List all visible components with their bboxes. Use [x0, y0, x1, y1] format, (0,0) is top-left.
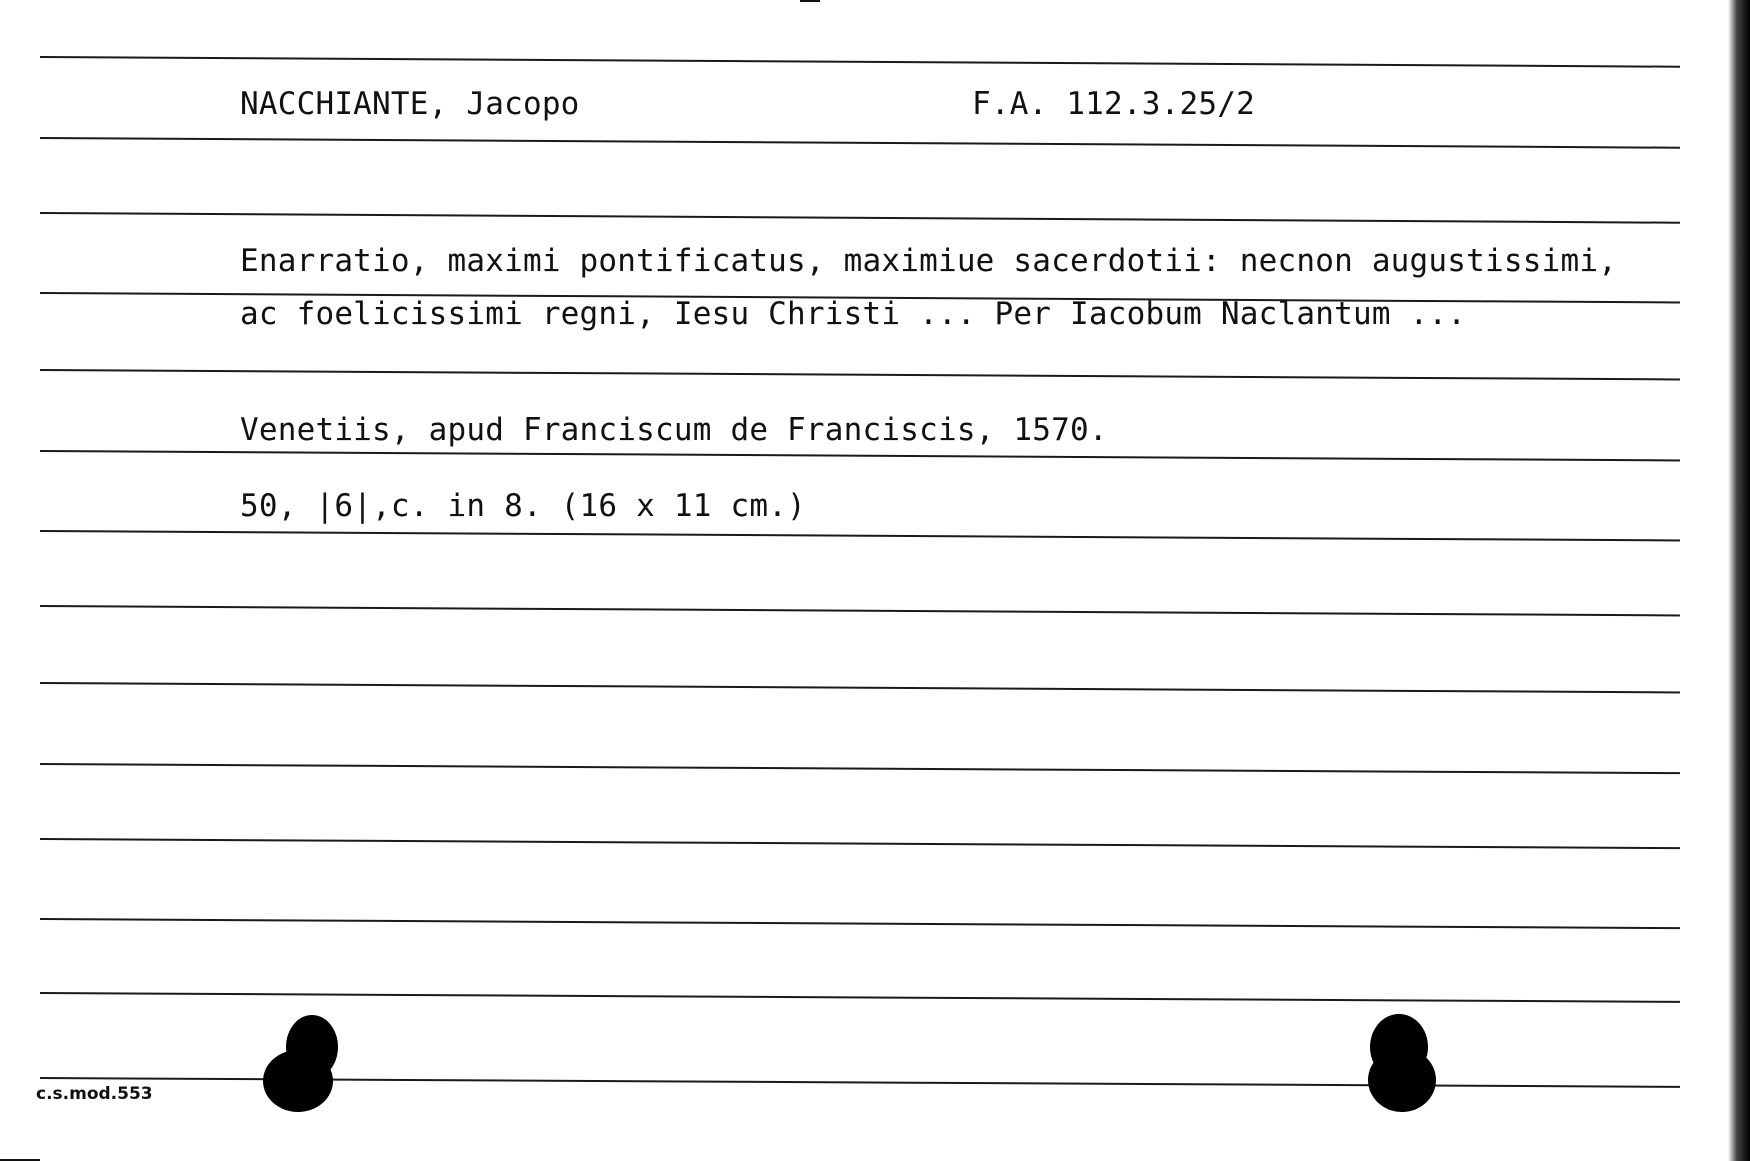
collation: 50, |6|,c. in 8. (16 x 11 cm.)	[240, 488, 806, 524]
title-line-2: ac foelicissimi regni, Iesu Christi ... Per Iacobum Naclantum ...	[240, 296, 1467, 332]
ruled-line	[40, 212, 1680, 224]
author-heading: NACCHIANTE, Jacopo	[240, 86, 580, 122]
ruled-line	[40, 838, 1680, 849]
form-code: c.s.mod.553	[36, 1084, 153, 1104]
punch-hole-left	[263, 1050, 333, 1112]
ruled-line	[40, 918, 1680, 929]
shelfmark: F.A. 112.3.25/2	[972, 86, 1255, 122]
ruled-line	[40, 605, 1680, 616]
ruled-line	[40, 137, 1680, 149]
title-line-1: Enarratio, maximi pontificatus, maximiue sacerdotii: necnon augustissimi,	[240, 243, 1618, 279]
ruled-line	[40, 369, 1680, 380]
card-edge-shadow	[1728, 0, 1750, 1161]
ruled-line	[40, 763, 1680, 774]
punch-hole-right	[1368, 1048, 1436, 1112]
ruled-line	[40, 682, 1680, 693]
imprint: Venetiis, apud Franciscum de Franciscis, 1570.	[240, 412, 1108, 448]
ruled-line	[40, 56, 1680, 68]
ruled-line	[40, 992, 1680, 1003]
edge-mark	[800, 0, 820, 2]
ruled-line	[40, 450, 1680, 461]
ruled-line	[40, 530, 1680, 541]
